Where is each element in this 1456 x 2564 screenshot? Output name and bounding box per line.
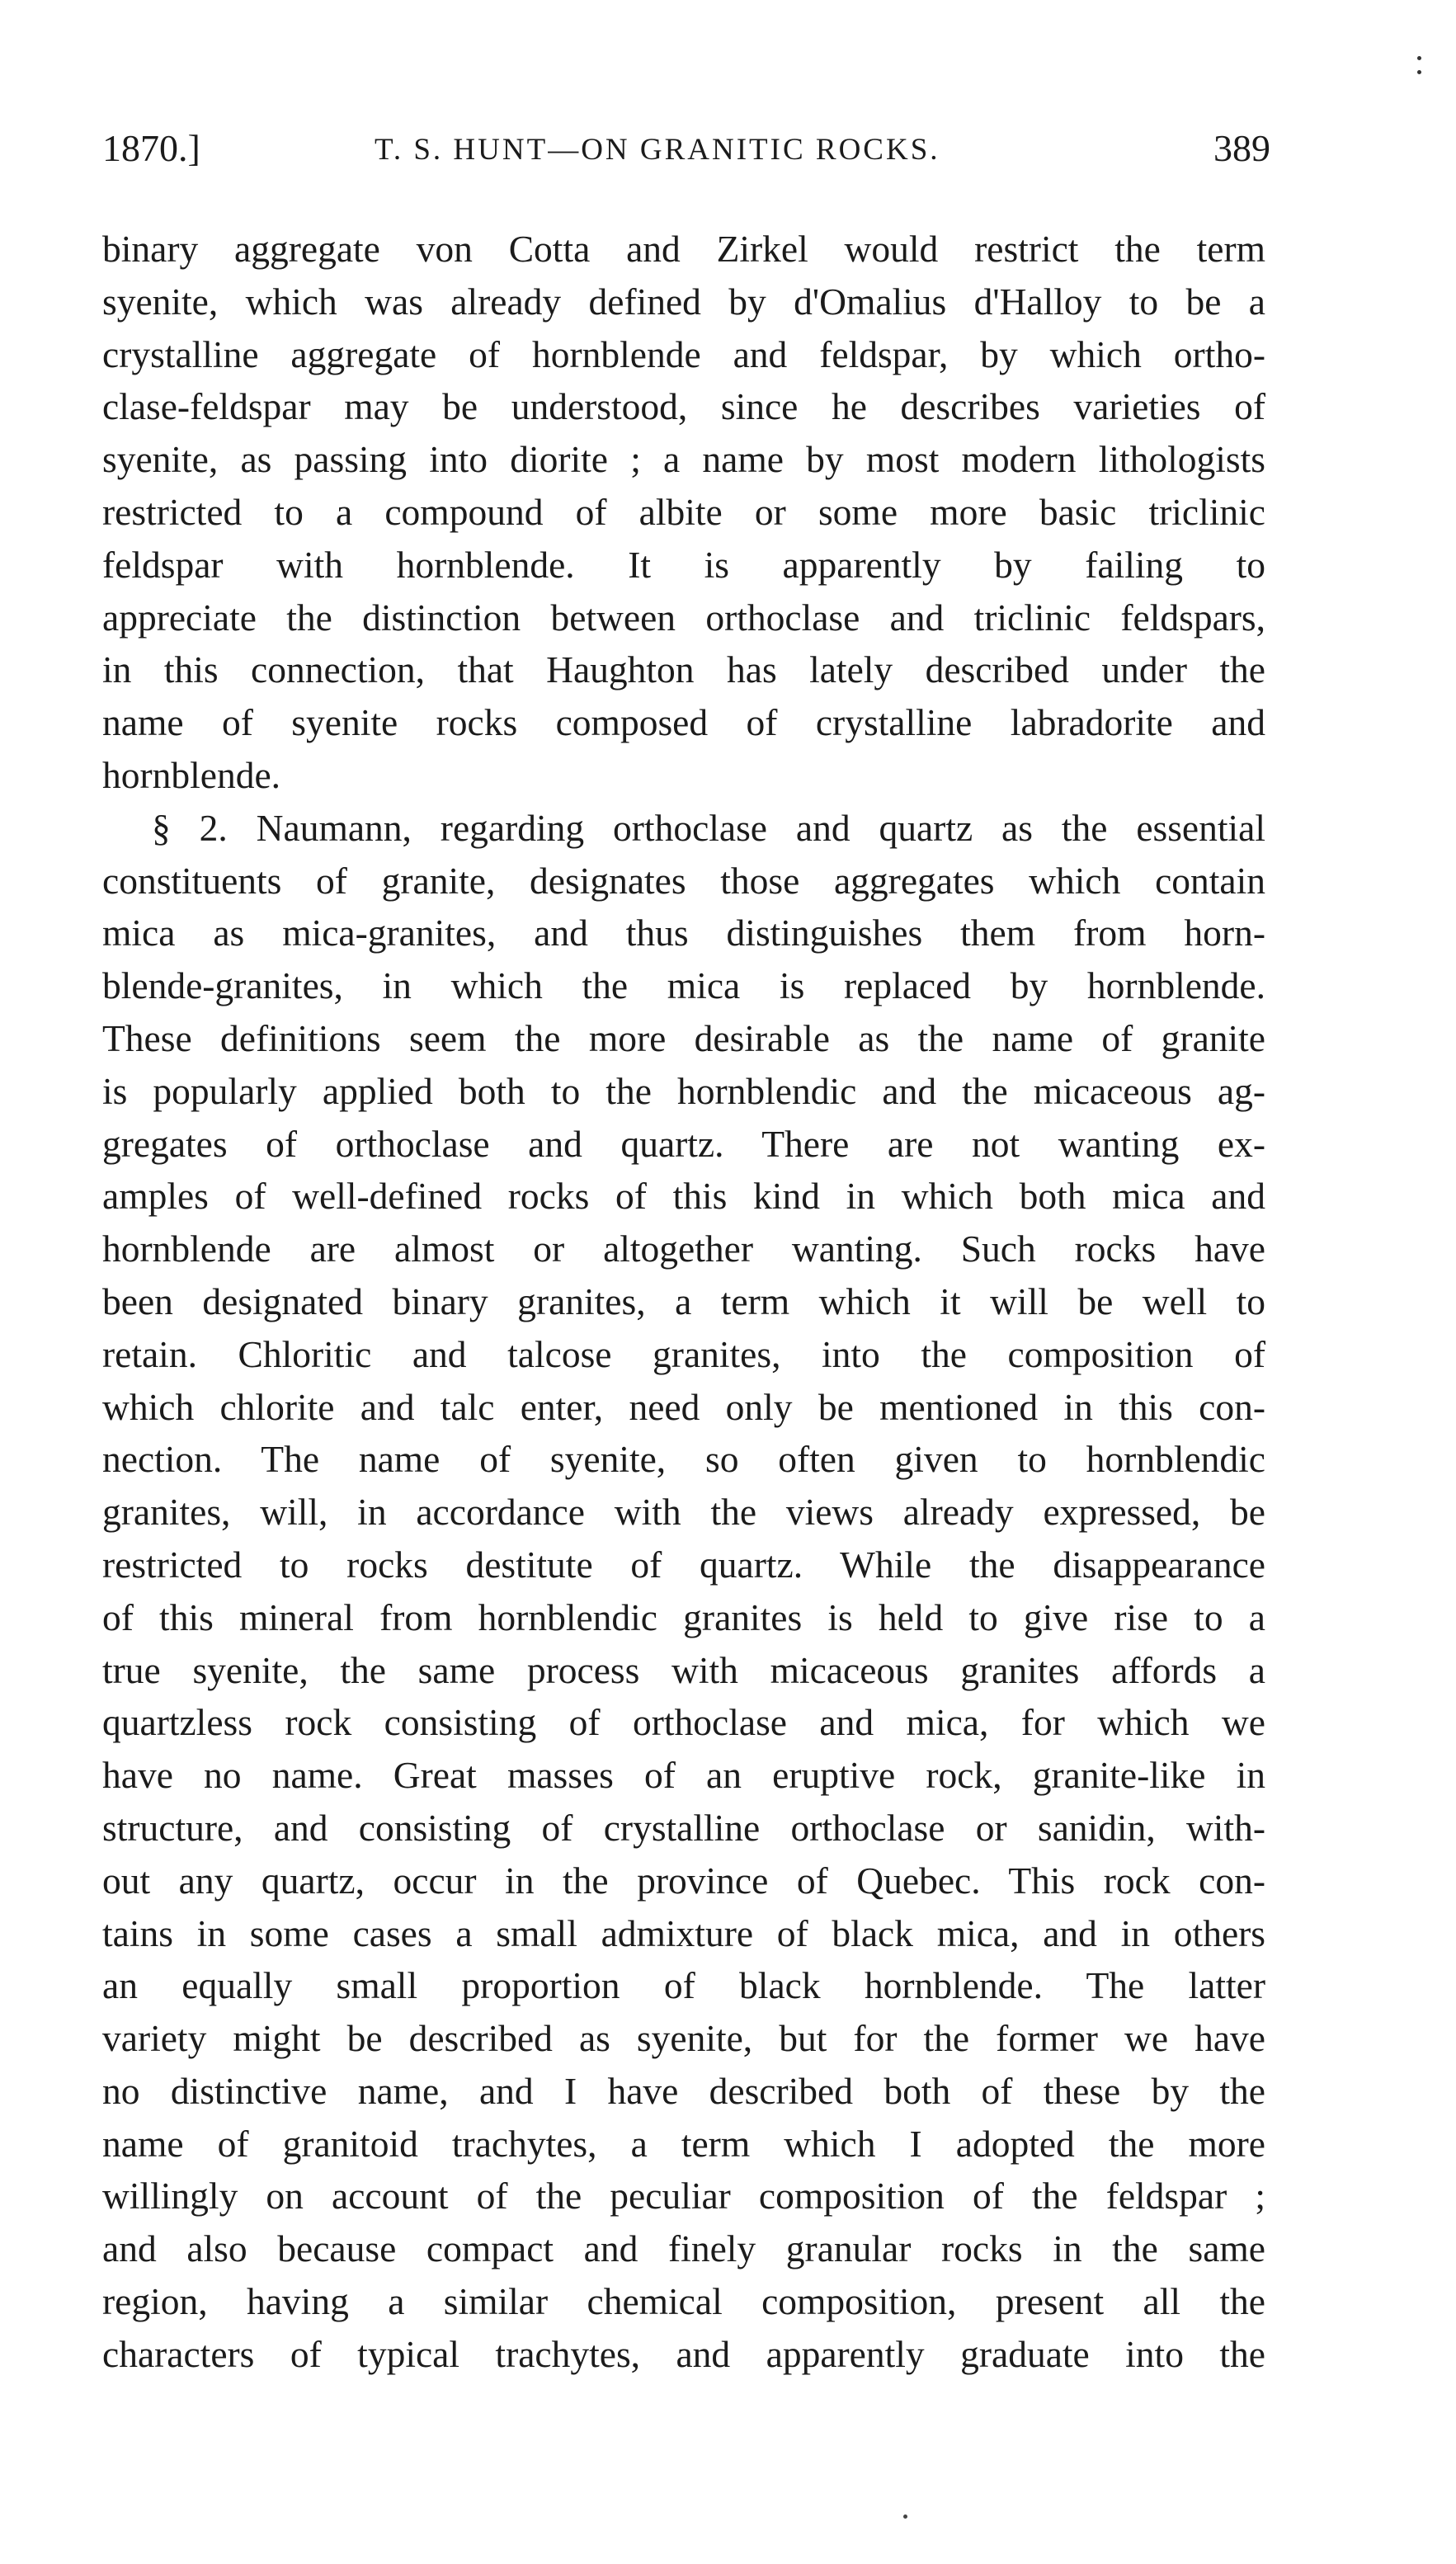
text-line: amples of well-defined rocks of this kind in which both mica and [102,1175,1265,1218]
text-line: syenite, which was already defined by d'Omalius d'Halloy to be a [102,280,1265,323]
page-number: 389 [1213,127,1270,169]
text-line: granites, will, in accordance with the views already expressed, be [102,1491,1265,1534]
text-line: mica as mica-granites, and thus distinguishes them from horn- [102,912,1265,954]
paragraph-1 [102,223,1265,802]
text-line: § 2. Naumann, regarding orthoclase and quartz as the essential [152,806,1265,849]
text-line: in this connection, that Haughton has lately described under the [102,648,1265,691]
text-line: characters of typical trachytes, and apparently graduate into the [102,2332,1265,2375]
text-line: name of syenite rocks composed of crystalline labradorite and [102,701,1265,744]
text-line: crystalline aggregate of hornblende and feldspar, by which ortho- [102,332,1265,375]
header-year: 1870.] [102,127,200,169]
text-line: hornblende. [102,753,281,796]
text-line: name of granitoid trachytes, a term which I adopted the more [102,2122,1265,2165]
text-line: of this mineral from hornblendic granites is held to give rise to a [102,1595,1265,1638]
text-line: restricted to rocks destitute of quartz. While the disappearance [102,1543,1265,1586]
text-line: restricted to a compound of albite or some more basic triclinic [102,490,1265,533]
book-page [102,124,1270,2381]
text-line: out any quartz, occur in the province of Quebec. This rock con- [102,1859,1265,1902]
margin-mark [1417,56,1422,79]
text-line: willingly on account of the peculiar composition of the feldspar ; [102,2175,1265,2218]
text-line: true syenite, the same process with micaceous granites affords a [102,1648,1265,1691]
text-line: clase-feldspar may be understood, since he describes varieties of [102,385,1265,428]
text-line: nection. The name of syenite, so often given to hornblendic [102,1438,1265,1481]
text-line: constituents of granite, designates those aggregates which contain [102,859,1265,902]
text-line: hornblende are almost or altogether wanting. Such rocks have [102,1228,1265,1270]
running-title: T. S. HUNT—ON GRANITIC ROCKS. [375,133,940,167]
text-line: have no name. Great masses of an eruptive rock, granite-like in [102,1754,1265,1797]
text-line: and also because compact and finely granular rocks in the same [102,2227,1265,2270]
text-line: quartzless rock consisting of orthoclase and mica, for which we [102,1701,1265,1744]
text-line: no distinctive name, and I have described both of these by the [102,2069,1265,2112]
running-header [102,124,1270,190]
text-line: variety might be described as syenite, but for the former we have [102,2017,1265,2060]
print-speck [903,2515,907,2519]
text-line: feldspar with hornblende. It is apparently by failing to [102,543,1265,586]
text-line: gregates of orthoclase and quartz. There are not wanting ex- [102,1122,1265,1165]
text-line: is popularly applied both to the hornblendic and the micaceous ag- [102,1069,1265,1112]
text-line: appreciate the distinction between orthoclase and triclinic feldspars, [102,596,1265,639]
text-line: retain. Chloritic and talcose granites, into the composition of [102,1332,1265,1375]
text-line: tains in some cases a small admixture of black mica, and in others [102,1911,1265,1954]
paragraph-2 [102,802,1265,2381]
text-line: been designated binary granites, a term which it will be well to [102,1280,1265,1322]
text-line: an equally small proportion of black hornblende. The latter [102,1964,1265,2007]
text-line: structure, and consisting of crystalline orthoclase or sanidin, with- [102,1806,1265,1849]
text-line: region, having a similar chemical composition, present all the [102,2280,1265,2323]
body-text [102,223,1265,2381]
text-line: which chlorite and talc enter, need only be mentioned in this con- [102,1385,1265,1428]
text-line: binary aggregate von Cotta and Zirkel would restrict the term [102,228,1265,270]
text-line: syenite, as passing into diorite ; a name by most modern lithologists [102,438,1265,481]
text-line: These definitions seem the more desirable as the name of granite [102,1016,1265,1059]
text-line: blende-granites, in which the mica is replaced by hornblende. [102,964,1265,1007]
